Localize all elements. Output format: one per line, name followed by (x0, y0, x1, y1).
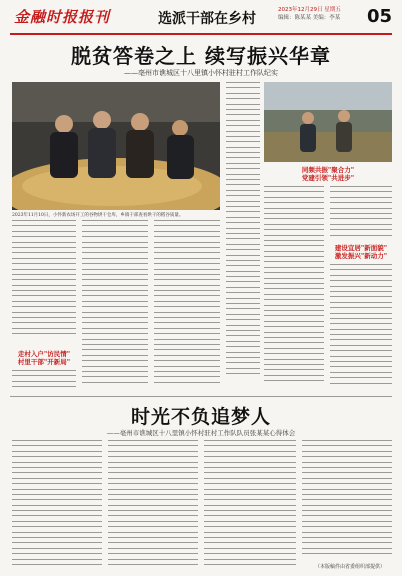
story1-column-1b (12, 370, 76, 394)
newspaper-logo: 金融时报报刊 (14, 8, 111, 26)
story1-column-6b (330, 264, 392, 394)
story1-column-5 (264, 186, 324, 394)
story2-column-2 (108, 440, 198, 570)
grain-inspection-photo (12, 82, 220, 210)
story2-subhead: ——亳州市谯城区十八里镇小怀村驻村工作队队员张某某心得体会 (106, 429, 296, 437)
story1-column-1 (12, 220, 76, 348)
story1-photo-secondary (264, 82, 392, 162)
story1-photo (12, 82, 220, 210)
story1-column-6 (330, 186, 392, 242)
story1-column-3 (154, 220, 220, 394)
section-head-0-line2: 党建引领"共进步" (301, 174, 355, 182)
section-head-2 (330, 244, 392, 260)
section-head-1-line2: 村里干部"开新局" (17, 358, 71, 366)
section-head-0-line1: 同频共振"聚合力" (301, 166, 355, 174)
field-photo (264, 82, 392, 162)
story1-column-4 (226, 82, 260, 394)
story1-photo-caption: 2023年11月10日，小怀新农场开工的谷物烘干仓库，乡镇干部查看烘干的稻谷质量。 (12, 213, 184, 218)
story2-column-1 (12, 440, 102, 570)
masthead (0, 0, 402, 36)
section-head-1-line1: 走村入户"访民情" (17, 350, 71, 358)
story1-subhead: ——亳州市谯城区十八里镇小怀村驻村工作队纪实 (124, 69, 278, 77)
story2-byline: （本版稿件由省委组织部提供） (315, 564, 386, 570)
issue-date: 2023年12月29日 星期五 (278, 7, 341, 13)
story2-column-3 (204, 440, 296, 570)
issue-meta (278, 6, 341, 22)
story2-headline: 时光不负追梦人 (130, 406, 271, 428)
section-head-2-line1: 建设宜居"新面貌" (334, 244, 388, 252)
section-head-2-line2: 激发振兴"新动力" (334, 252, 388, 260)
section-head-1 (12, 350, 76, 366)
masthead-divider (10, 33, 392, 35)
editor-credit: 编辑：陈某某 美编：李某 (278, 15, 341, 21)
story1-headline: 脱贫答卷之上 续写振兴华章 (71, 44, 331, 68)
story-separator (10, 396, 392, 397)
story1-column-2 (82, 220, 148, 394)
column-title: 选派干部在乡村 (158, 11, 256, 27)
page-number: 05 (367, 6, 393, 27)
section-head-0 (264, 166, 392, 182)
story2-column-4 (302, 440, 392, 560)
